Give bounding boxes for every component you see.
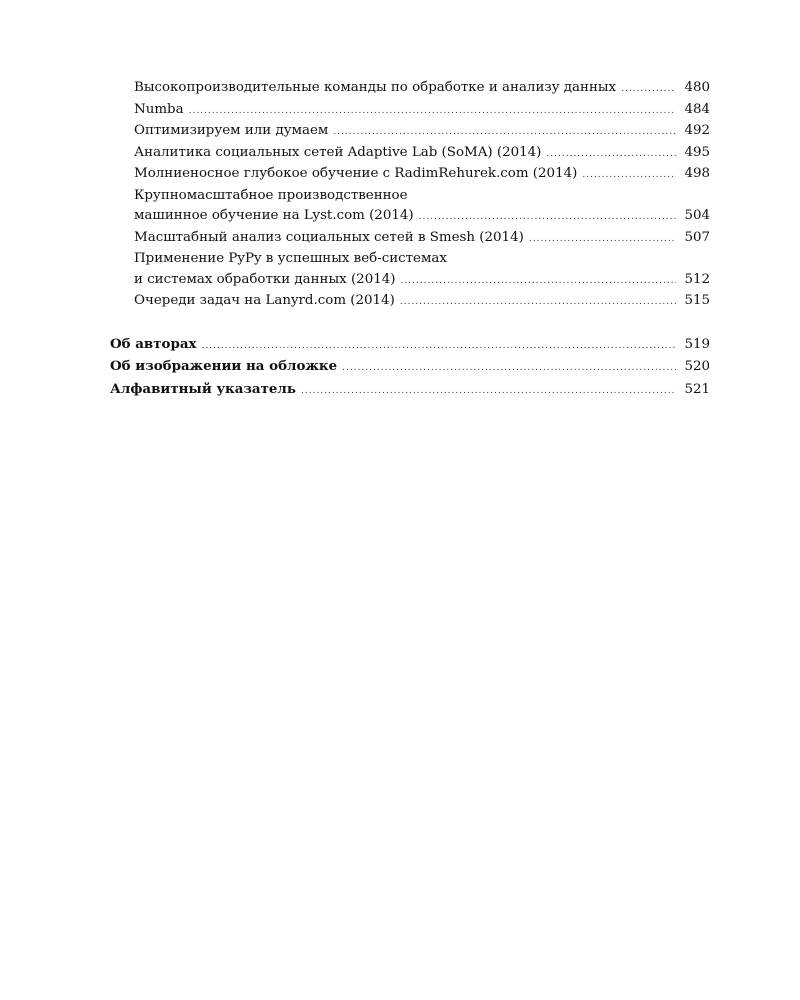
toc-entry-title: Аналитика социальных сетей Adaptive Lab (SoMA) (2014) xyxy=(134,144,542,160)
toc-entry-page: 521 xyxy=(684,381,710,397)
toc-entry-top[interactable] xyxy=(110,356,710,379)
toc-entry-title: Масштабный анализ социальных сетей в Smesh (2014) xyxy=(134,229,524,245)
toc-entry[interactable] xyxy=(110,228,710,250)
toc-entry-title: и системах обработки данных (2014) xyxy=(134,271,396,287)
section-spacer xyxy=(110,313,710,334)
toc-entry[interactable] xyxy=(110,78,710,100)
dot-leader xyxy=(333,122,676,143)
toc-entry-page: 504 xyxy=(684,208,710,223)
dot-leader xyxy=(189,101,676,122)
toc-entry-page: 492 xyxy=(684,123,710,138)
toc-entry-title: Высокопроизводительные команды по обработке и анализу данных xyxy=(134,80,617,95)
dot-leader xyxy=(400,271,676,292)
toc-entry[interactable] xyxy=(110,206,710,228)
toc-entry-top[interactable] xyxy=(110,334,710,357)
toc-entry-title: Очереди задач на Lanyrd.com (2014) xyxy=(134,293,395,308)
toc-entry-page: 519 xyxy=(684,336,710,352)
toc-entry-page: 484 xyxy=(684,101,710,117)
toc-entry-page: 495 xyxy=(684,144,710,160)
toc-entry-title-line1: Применение PyPy в успешных веб-системах xyxy=(134,251,447,266)
toc-entry-title: Об изображении на обложке xyxy=(110,358,338,374)
dot-leader xyxy=(400,292,676,313)
toc-entry-title: Об авторах xyxy=(110,335,197,352)
toc-entry-page: 498 xyxy=(684,166,710,181)
toc-entry[interactable] xyxy=(110,270,710,292)
dot-leader xyxy=(621,79,676,100)
toc-entry[interactable] xyxy=(110,143,710,165)
toc-entry-title: Алфавитный указатель xyxy=(110,380,296,397)
toc-entry[interactable] xyxy=(110,121,710,143)
toc-entry-title: Молниеносное глубокое обучение с RadimRehurek.com (2014) xyxy=(134,166,578,181)
toc-entry-page: 480 xyxy=(684,80,710,95)
table-of-contents xyxy=(110,78,710,401)
toc-entry-top[interactable] xyxy=(110,379,710,402)
dot-leader xyxy=(419,207,676,228)
toc-entry-title-line1: Крупномасштабное производственное xyxy=(134,187,408,203)
dot-leader xyxy=(546,144,676,165)
toc-entry-page: 520 xyxy=(684,359,710,374)
toc-entry[interactable] xyxy=(110,291,710,313)
dot-leader xyxy=(202,336,677,357)
dot-leader xyxy=(582,165,676,186)
dot-leader xyxy=(342,358,676,379)
toc-entry-title: Оптимизируем или думаем xyxy=(134,123,329,138)
toc-entry[interactable] xyxy=(110,100,710,122)
toc-entry-page: 507 xyxy=(684,229,710,245)
dot-leader xyxy=(301,381,676,402)
toc-entry-page: 512 xyxy=(684,271,710,287)
toc-entry-page: 515 xyxy=(684,293,710,308)
toc-entry-title: машинное обучение на Lyst.com (2014) xyxy=(134,208,414,223)
toc-entry[interactable] xyxy=(110,164,710,186)
dot-leader xyxy=(529,229,676,250)
toc-entry-title: Numba xyxy=(134,101,184,117)
